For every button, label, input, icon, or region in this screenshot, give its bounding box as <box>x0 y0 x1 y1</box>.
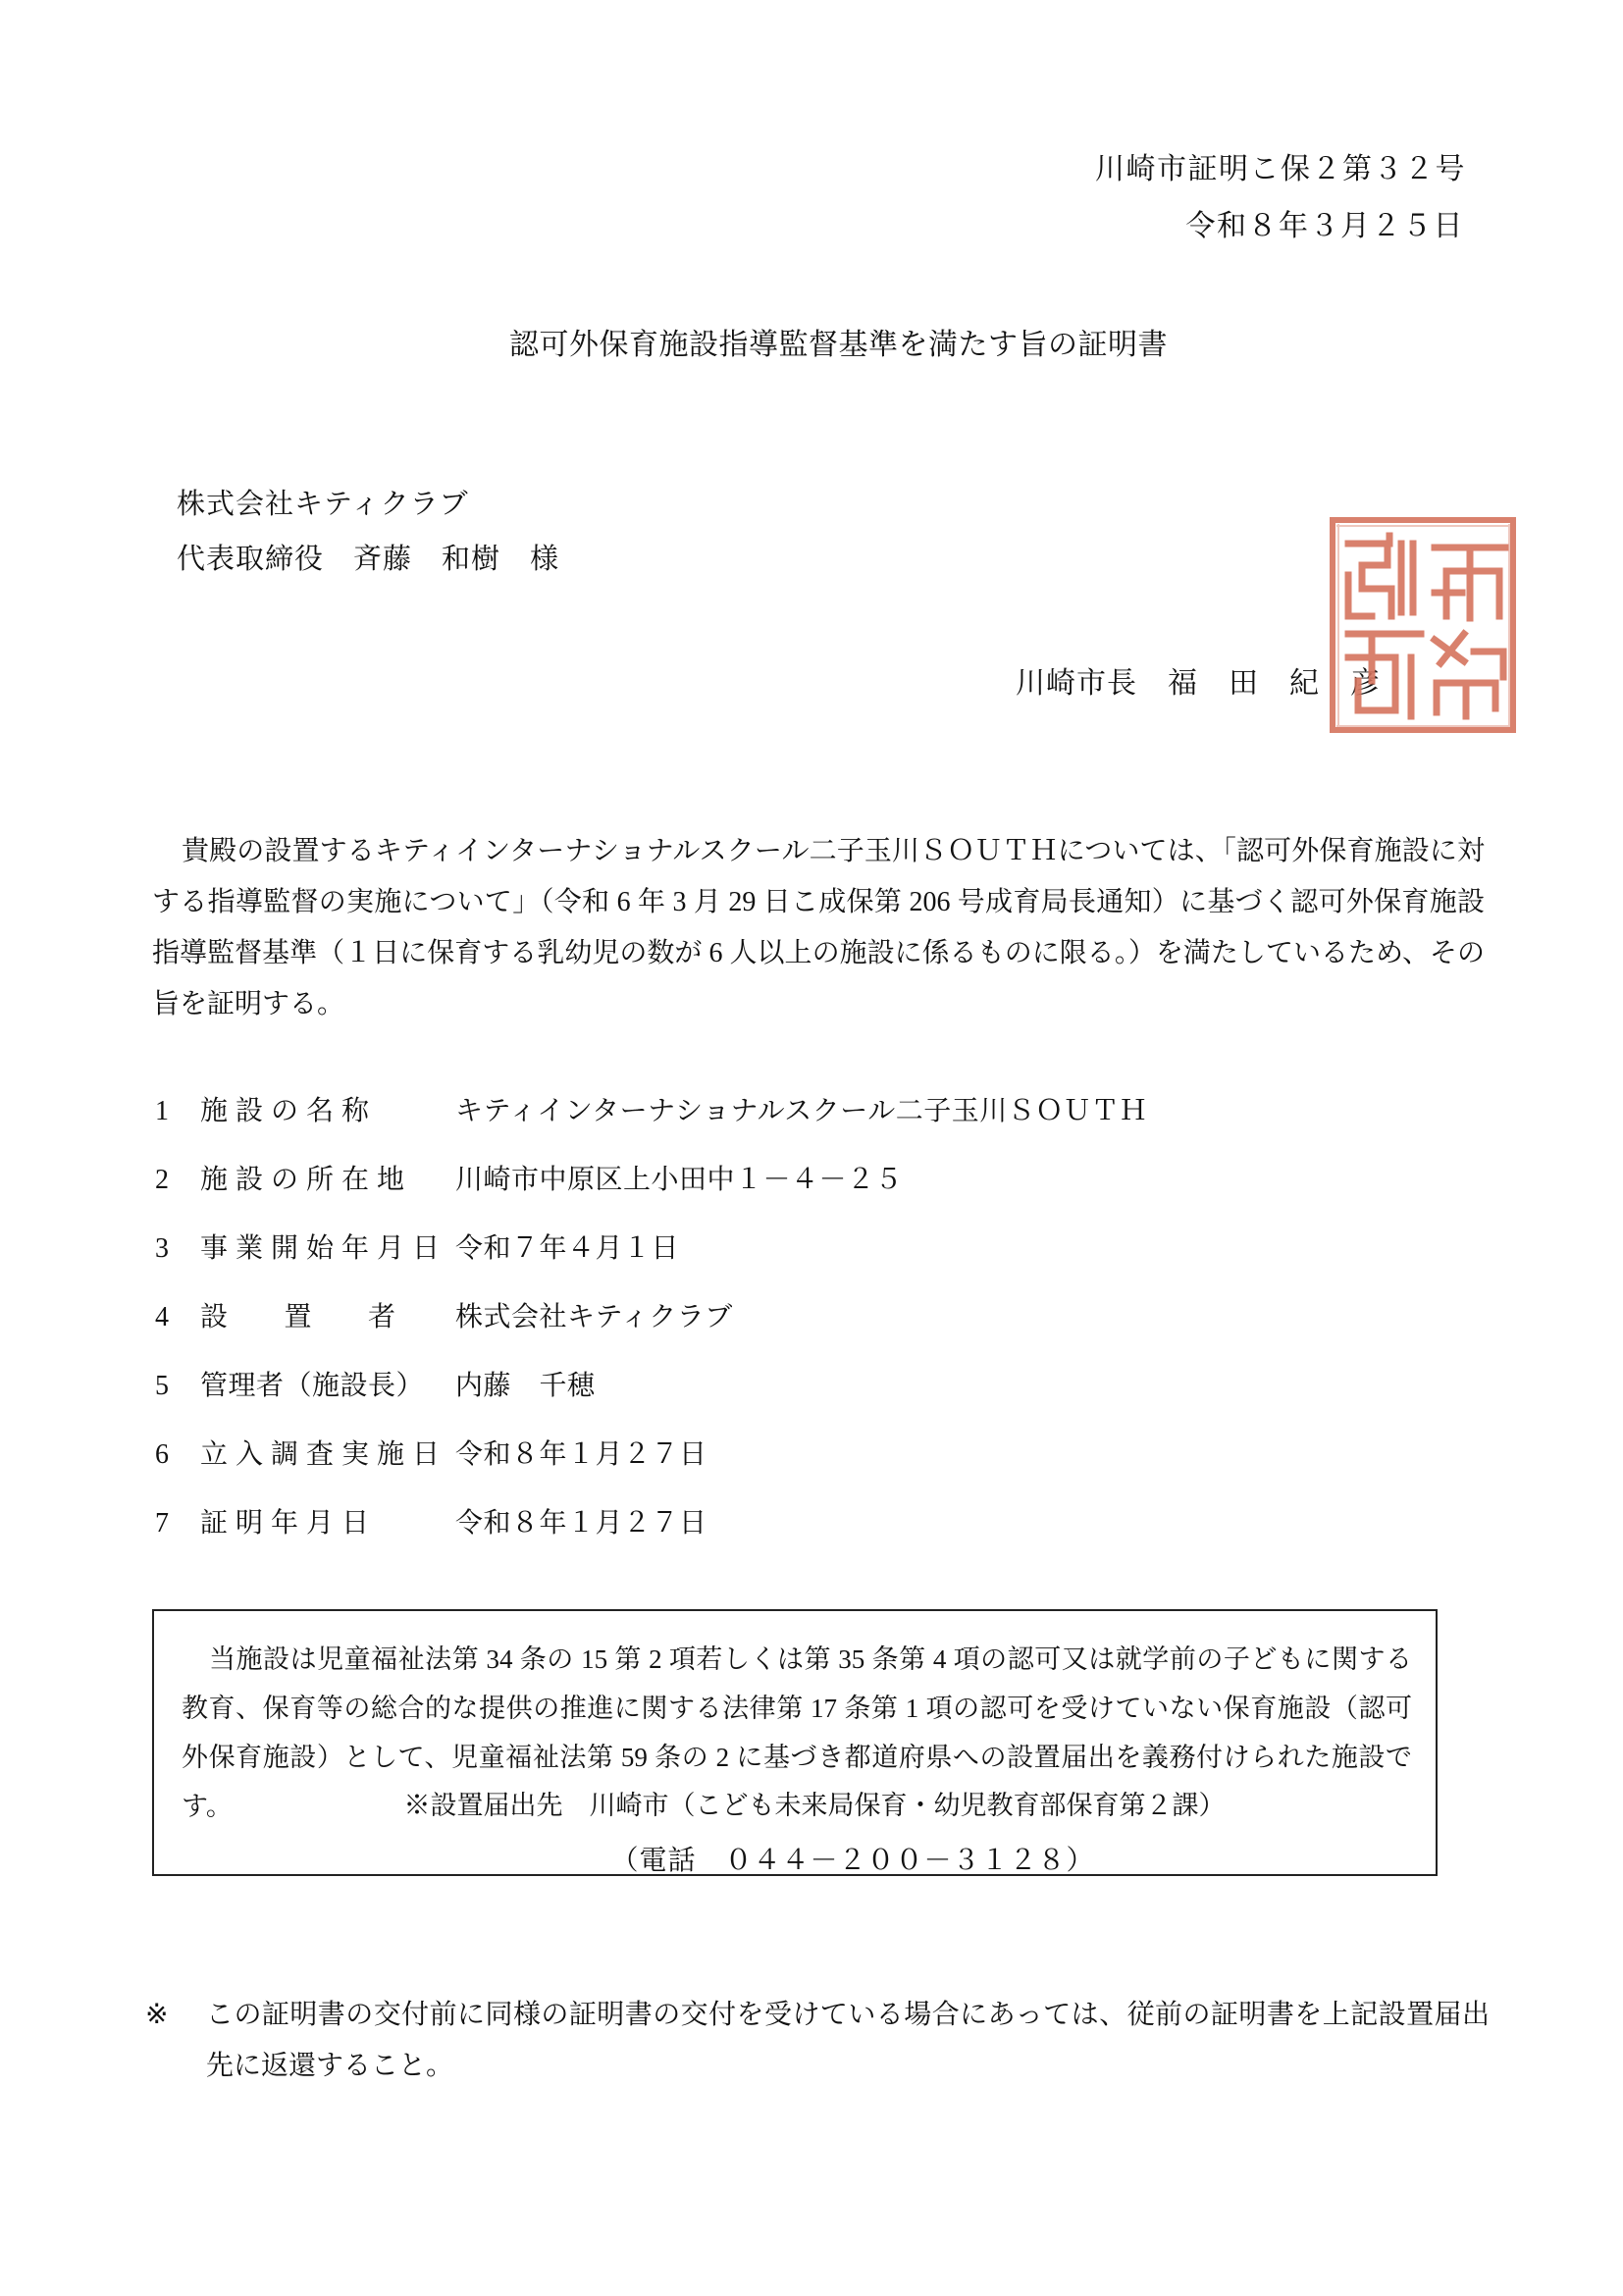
item-number: 6 <box>155 1439 170 1470</box>
document-number: 川崎市証明こ保２第３２号 <box>1095 153 1466 185</box>
item-value: 令和８年１月２７日 <box>455 1508 707 1539</box>
addressee-company: 株式会社キティクラブ <box>177 489 469 520</box>
item-label: 管理者（施設長） <box>200 1371 425 1401</box>
issuer-name: 川崎市長 福 田 紀 彦 <box>1016 667 1381 700</box>
list-item <box>155 1089 1431 1158</box>
notice-submission-office: ※設置届出先 川崎市（こども未来局保育・幼児教育部保育第２課） <box>403 1791 1226 1820</box>
list-item <box>155 1501 1431 1570</box>
notice-paragraph: 当施設は児童福祉法第 34 条の 15 第 2 項若しくは第 35 条第 4 項の認可又は就学前の子どもに関する教育、保育等の総合的な提供の推進に関する法律第 17 条第 1 項の認可を受けていない保育施設（認可外保育施設）として、児童福祉法第 59 条の 2 に基づき都道府県への設置届出を義務付けられた施設です。 <box>182 1644 1412 1821</box>
item-number: 5 <box>155 1371 170 1401</box>
item-value: 令和７年４月１日 <box>455 1233 680 1264</box>
list-item <box>155 1433 1431 1501</box>
item-number: 2 <box>155 1165 170 1195</box>
item-value: 川崎市中原区上小田中１－４－２５ <box>455 1165 904 1195</box>
footnote-text: この証明書の交付前に同様の証明書の交付を受けている場合にあっては、従前の証明書を上記設置届出先に返還すること。 <box>206 2000 1490 2081</box>
addressee-person: 代表取締役 斉藤 和樹 様 <box>177 544 560 575</box>
official-seal-stamp <box>1327 514 1519 736</box>
item-value: 株式会社キティクラブ <box>455 1302 733 1332</box>
notice-telephone: （電話 ０４４－２００－３１２８） <box>610 1846 1095 1876</box>
item-number: 4 <box>155 1302 170 1332</box>
item-label: 設 置 者 <box>200 1302 396 1332</box>
item-label: 事 業 開 始 年 月 日 <box>200 1233 441 1264</box>
item-label: 立 入 調 査 実 施 日 <box>200 1439 441 1470</box>
footnote <box>145 1990 1490 2092</box>
item-number: 3 <box>155 1233 170 1264</box>
item-number: 1 <box>155 1096 170 1126</box>
item-value: 内藤 千穂 <box>455 1371 596 1401</box>
addressee-block <box>177 491 559 574</box>
page-title: 認可外保育施設指導監督基準を満たす旨の証明書 <box>509 329 1168 361</box>
list-item <box>155 1158 1431 1226</box>
body-paragraph: 貴殿の設置するキティインターナショナルスクール二子玉川ＳＯＵＴＨについては、「認可外保育施設に対する指導監督の実施について」（令和 6 年 3 月 29 日こ成保第 206 号成育局長通知）に基づく認可外保育施設指導監督基準（１日に保育する乳幼児の数が 6 人以上の施設に係るものに限る。）を満たしているため、その旨を証明する。 <box>152 836 1485 1019</box>
document-header <box>1095 155 1466 241</box>
item-number: 7 <box>155 1508 170 1539</box>
footnote-mark: ※ <box>145 2000 169 2030</box>
item-label: 証 明 年 月 日 <box>200 1508 370 1539</box>
list-item <box>155 1295 1431 1364</box>
facility-details-list <box>155 1089 1431 1570</box>
item-label: 施 設 の 所 在 地 <box>200 1165 405 1195</box>
document-date: 令和８年３月２５日 <box>1185 210 1464 242</box>
item-value: 令和８年１月２７日 <box>455 1439 707 1470</box>
list-item <box>155 1364 1431 1433</box>
item-value: キティインターナショナルスクール二子玉川ＳＯＵＴＨ <box>455 1096 1148 1126</box>
notice-box <box>152 1609 1438 1876</box>
item-label: 施 設 の 名 称 <box>200 1096 370 1126</box>
list-item <box>155 1226 1431 1295</box>
